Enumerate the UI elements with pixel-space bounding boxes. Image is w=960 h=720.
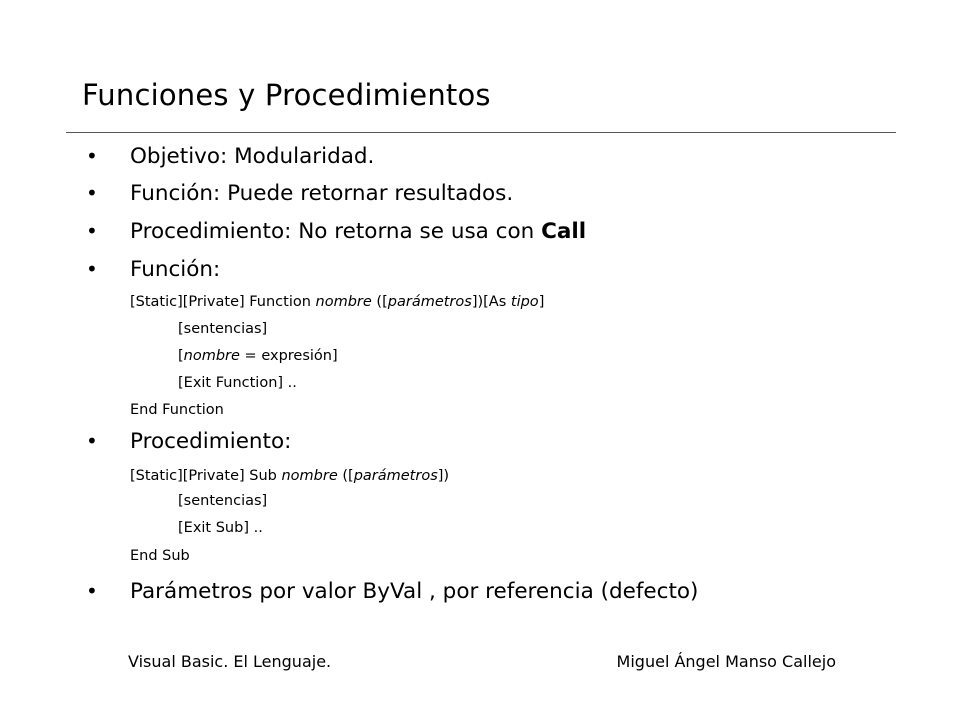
bullet-text: Procedimiento: xyxy=(130,429,292,454)
footer-course: Visual Basic. El Lenguaje. xyxy=(128,652,332,671)
title-divider xyxy=(66,132,896,133)
code-italic: tipo xyxy=(510,294,539,310)
code-italic: parámetros xyxy=(387,294,472,310)
bullet-icon: • xyxy=(86,144,98,168)
code-text: ] xyxy=(538,294,545,310)
bullet-icon: • xyxy=(86,579,98,603)
code-italic: nombre xyxy=(281,468,338,484)
call-keyword: Call xyxy=(541,219,587,244)
slide-title: Funciones y Procedimientos xyxy=(82,78,491,112)
bullet-text: Parámetros por valor ByVal , por referencia (defecto) xyxy=(130,579,699,604)
function-sentencias-line: [sentencias] xyxy=(178,321,268,337)
bullet-icon: • xyxy=(86,257,98,281)
bullet-funcion-desc xyxy=(86,181,513,206)
bullet-text: Objetivo: Modularidad. xyxy=(130,144,375,169)
function-assign-line xyxy=(178,348,338,364)
sub-end-line: End Sub xyxy=(130,548,190,564)
sub-exit-line: [Exit Sub] .. xyxy=(178,520,263,536)
sub-syntax-line xyxy=(130,468,449,484)
code-text: [ xyxy=(178,348,184,364)
bullet-procedimiento xyxy=(86,429,291,454)
code-text: ([ xyxy=(337,468,354,484)
bullet-procedimiento-desc xyxy=(86,219,586,244)
code-text: [Static][Private] Sub xyxy=(130,468,282,484)
bullet-icon: • xyxy=(86,219,98,243)
code-text: ([ xyxy=(371,294,388,310)
bullet-funcion xyxy=(86,257,220,282)
code-text: ]) xyxy=(437,468,450,484)
code-text: = expresión] xyxy=(239,348,338,364)
code-text: ])[As xyxy=(471,294,511,310)
code-italic: nombre xyxy=(315,294,372,310)
code-text: [Static][Private] Function xyxy=(130,294,316,310)
bullet-parametros xyxy=(86,579,698,604)
bullet-text: Función: Puede retornar resultados. xyxy=(130,181,514,206)
sub-sentencias-line: [sentencias] xyxy=(178,493,268,509)
bullet-objetivo xyxy=(86,144,374,169)
footer-author: Miguel Ángel Manso Callejo xyxy=(616,652,836,671)
function-exit-line: [Exit Function] .. xyxy=(178,375,297,391)
code-italic: nombre xyxy=(183,348,240,364)
bullet-text: Función: xyxy=(130,257,221,282)
function-end-line: End Function xyxy=(130,402,224,418)
bullet-icon: • xyxy=(86,429,98,453)
function-syntax-line xyxy=(130,294,544,310)
code-italic: parámetros xyxy=(353,468,438,484)
bullet-text: Procedimiento: No retorna se usa con xyxy=(130,219,542,244)
bullet-icon: • xyxy=(86,181,98,205)
